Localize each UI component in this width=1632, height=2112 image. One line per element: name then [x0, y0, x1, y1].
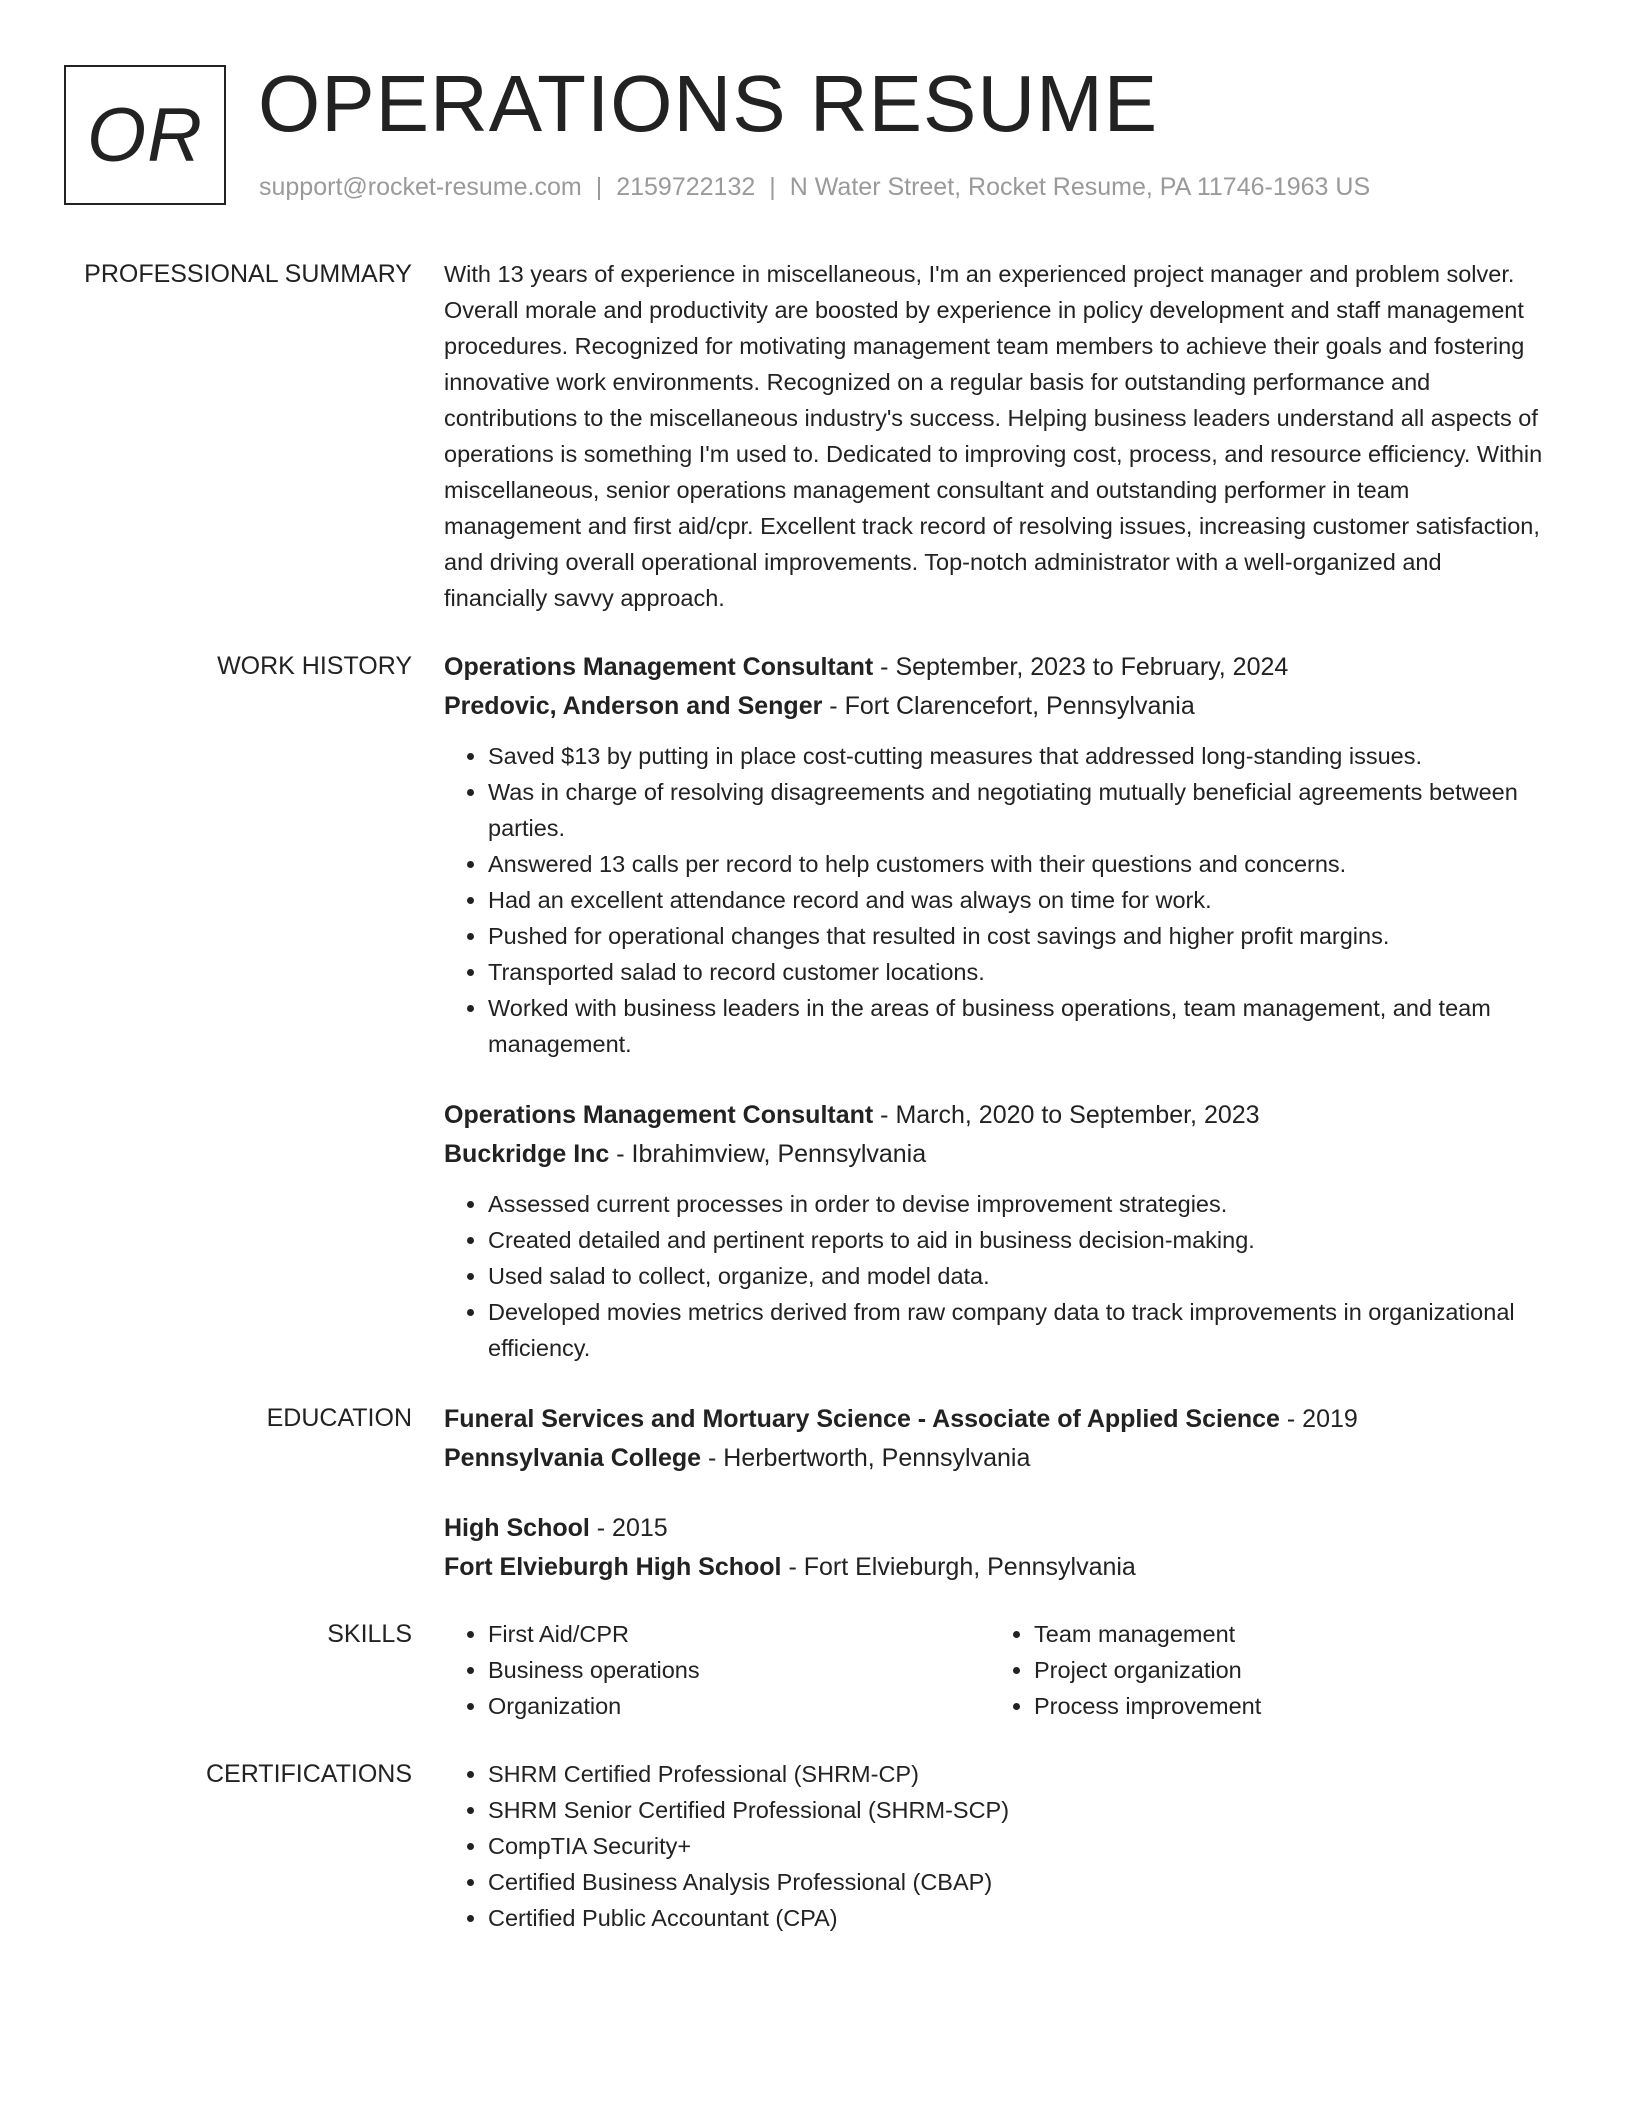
list-item: • SHRM Certified Professional (SHRM-CP): [488, 1756, 1548, 1792]
job-dates: - September, 2023 to February, 2024: [880, 653, 1289, 681]
degree: High School: [444, 1514, 590, 1542]
school: Pennsylvania College: [444, 1444, 702, 1472]
list-item: • Pushed for operational changes that resulted in cost savings and higher profit margins.: [488, 918, 1548, 954]
work-body: [444, 648, 1548, 1366]
list-item: • Developed movies metrics derived from raw company data to track improvements in organizational efficiency.: [488, 1294, 1548, 1366]
summary-text: With 13 years of experience in miscellaneous, I'm an experienced project manager and problem solver. Overall morale and productivity are boosted by experience in policy development and staff management procedures. Recognized for motivating management team members to achieve their goals and fostering innovative work environments. Recognized on a regular basis for outstanding performance and contributions to the miscellaneous industry's success. Helping business leaders understand all aspects of operations is something I'm used to. Dedicated to improving cost, process, and resource efficiency. Within miscellaneous, senior operations management consultant and outstanding performer in team management and first aid/cpr. Excellent track record of resolving issues, increasing customer satisfaction, and driving overall operational improvements. Top-notch administrator with a well-organized and financially savvy approach.: [444, 261, 1543, 611]
contact-address: N Water Street, Rocket Resume, PA 11746-1963 US: [789, 173, 1371, 201]
job-bullets: [444, 738, 1548, 1062]
skills-body: [444, 1616, 1548, 1724]
monogram-box: [64, 65, 226, 205]
skills-grid: [444, 1616, 1548, 1724]
list-item: • Answered 13 calls per record to help customers with their questions and concerns.: [488, 846, 1548, 882]
list-item: • SHRM Senior Certified Professional (SHRM-SCP): [488, 1792, 1548, 1828]
summary-body: [444, 256, 1548, 616]
list-item: • Certified Business Analysis Professional (CBAP): [488, 1864, 1548, 1900]
page-title: OPERATIONS RESUME: [258, 59, 1159, 148]
degree: Funeral Services and Mortuary Science - Associate of Applied Science: [444, 1405, 1280, 1433]
section-label-skills: SKILLS: [327, 1620, 412, 1648]
job-location: - Fort Clarencefort, Pennsylvania: [829, 692, 1195, 720]
contact-line: [259, 173, 1370, 202]
list-item: • Project organization: [1034, 1652, 1536, 1688]
degree-year: - 2015: [596, 1514, 668, 1542]
section-label-summary: PROFESSIONAL SUMMARY: [84, 260, 412, 288]
school-line: [444, 1548, 1548, 1587]
monogram-text: OR: [87, 92, 203, 178]
certifications-body: [444, 1756, 1548, 1936]
job-company: Buckridge Inc: [444, 1140, 610, 1168]
contact-email: support@rocket-resume.com: [259, 173, 582, 201]
list-item: • Had an excellent attendance record and was always on time for work.: [488, 882, 1548, 918]
list-item: • Created detailed and pertinent reports to aid in business decision-making.: [488, 1222, 1548, 1258]
list-item: • Organization: [488, 1688, 990, 1724]
list-item: • First Aid/CPR: [488, 1616, 990, 1652]
list-item: • Team management: [1034, 1616, 1536, 1652]
job-dates: - March, 2020 to September, 2023: [880, 1101, 1260, 1129]
list-item: • Transported salad to record customer locations.: [488, 954, 1548, 990]
list-item: • Process improvement: [1034, 1688, 1536, 1724]
list-item: • Worked with business leaders in the areas of business operations, team management, and team management.: [488, 990, 1548, 1062]
school-location: - Herbertworth, Pennsylvania: [708, 1444, 1031, 1472]
job-bullets: [444, 1186, 1548, 1366]
skills-column-right: [990, 1616, 1536, 1724]
list-item: • Business operations: [488, 1652, 990, 1688]
list-item: • Used salad to collect, organize, and model data.: [488, 1258, 1548, 1294]
skills-column-left: [444, 1616, 990, 1724]
list-item: • Saved $13 by putting in place cost-cutting measures that addressed long-standing issues.: [488, 738, 1548, 774]
degree-line: [444, 1400, 1548, 1439]
job-entry: [444, 1096, 1548, 1366]
degree-year: - 2019: [1286, 1405, 1358, 1433]
list-item: • Certified Public Accountant (CPA): [488, 1900, 1548, 1936]
education-body: [444, 1400, 1548, 1587]
section-label-certifications: CERTIFICATIONS: [205, 1760, 412, 1788]
job-company-line: [444, 687, 1548, 726]
contact-separator: |: [769, 173, 776, 201]
job-title: Operations Management Consultant: [444, 1101, 874, 1129]
list-item: • Was in charge of resolving disagreements and negotiating mutually beneficial agreements between parties.: [488, 774, 1548, 846]
job-location: - Ibrahimview, Pennsylvania: [616, 1140, 927, 1168]
job-title-line: [444, 648, 1548, 687]
job-entry: [444, 648, 1548, 1062]
list-item: • CompTIA Security+: [488, 1828, 1548, 1864]
section-label-education: EDUCATION: [266, 1404, 412, 1432]
school: Fort Elvieburgh High School: [444, 1553, 782, 1581]
certifications-list: [444, 1756, 1548, 1936]
job-title-line: [444, 1096, 1548, 1135]
contact-phone: 2159722132: [616, 173, 756, 201]
job-title: Operations Management Consultant: [444, 653, 874, 681]
list-item: • Assessed current processes in order to devise improvement strategies.: [488, 1186, 1548, 1222]
contact-separator: |: [595, 173, 603, 201]
education-entry: [444, 1400, 1548, 1478]
job-company: Predovic, Anderson and Senger: [444, 692, 823, 720]
education-entry: [444, 1509, 1548, 1587]
section-label-work: WORK HISTORY: [217, 652, 412, 680]
school-location: - Fort Elvieburgh, Pennsylvania: [788, 1553, 1136, 1581]
degree-line: [444, 1509, 1548, 1548]
job-company-line: [444, 1135, 1548, 1174]
school-line: [444, 1439, 1548, 1478]
